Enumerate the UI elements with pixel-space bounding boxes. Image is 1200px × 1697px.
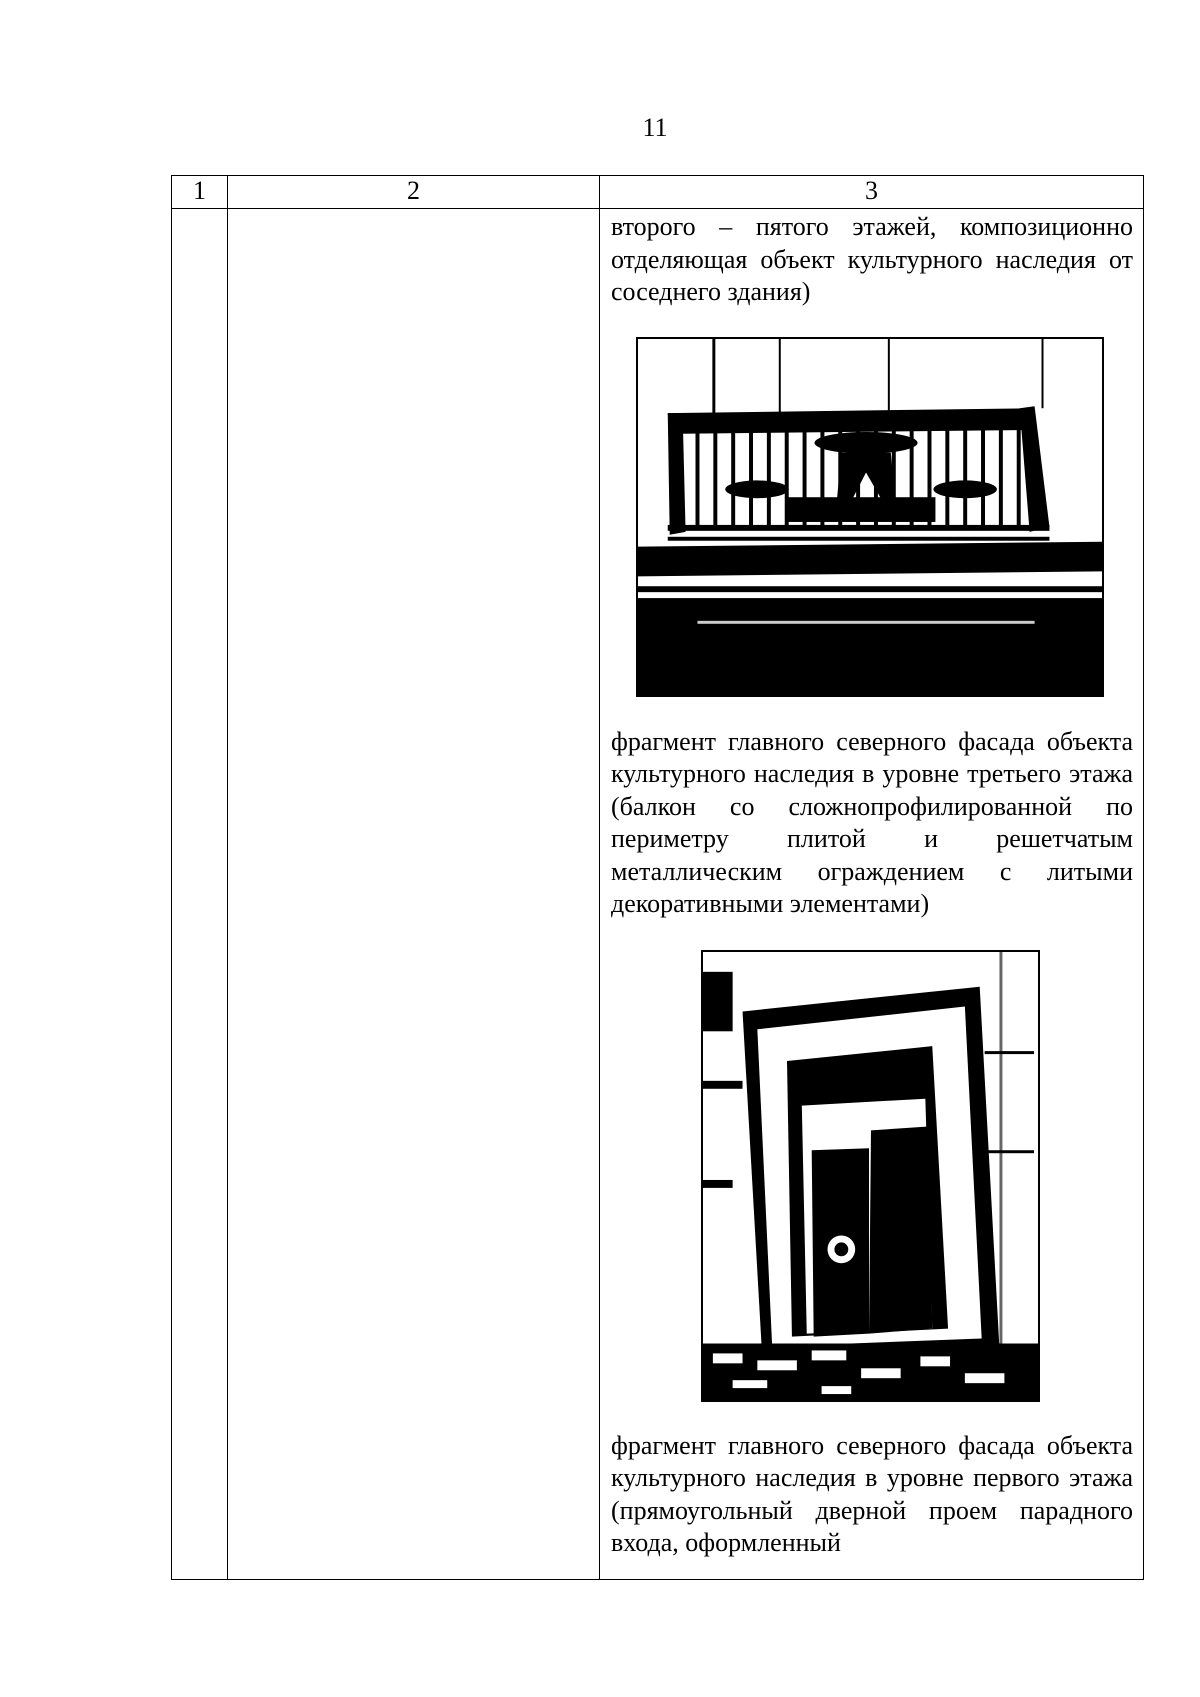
balcony-photo	[636, 337, 1104, 697]
description-text-top: второго – пятого этажей, композиционно отделяющая объект культурного наследия от соседнего здания)	[611, 212, 1133, 306]
balcony-caption: фрагмент главного северного фасада объекта культурного наследия в уровне третьего этажа (балкон со сложнопрофилированной по периметру плитой и решетчатым металлическим ограждением с литыми декоративными элементами)	[611, 726, 1133, 918]
heritage-table	[171, 175, 1144, 1580]
door-caption: фрагмент главного северного фасада объекта культурного наследия в уровне первого этажа (прямоугольный дверной проем парадного входа, оформленный	[611, 1430, 1133, 1557]
cell-col-3	[600, 209, 1144, 1580]
header-col-3: 3	[600, 176, 1144, 209]
cell-col-1	[172, 209, 228, 1580]
cell-col-2	[228, 209, 600, 1580]
header-col-2: 2	[228, 176, 600, 209]
table-row	[172, 209, 1144, 1580]
table-header-row	[172, 176, 1144, 209]
header-col-1: 1	[172, 176, 228, 209]
doorway-photo	[701, 950, 1040, 1402]
page-number: 11	[642, 113, 668, 142]
